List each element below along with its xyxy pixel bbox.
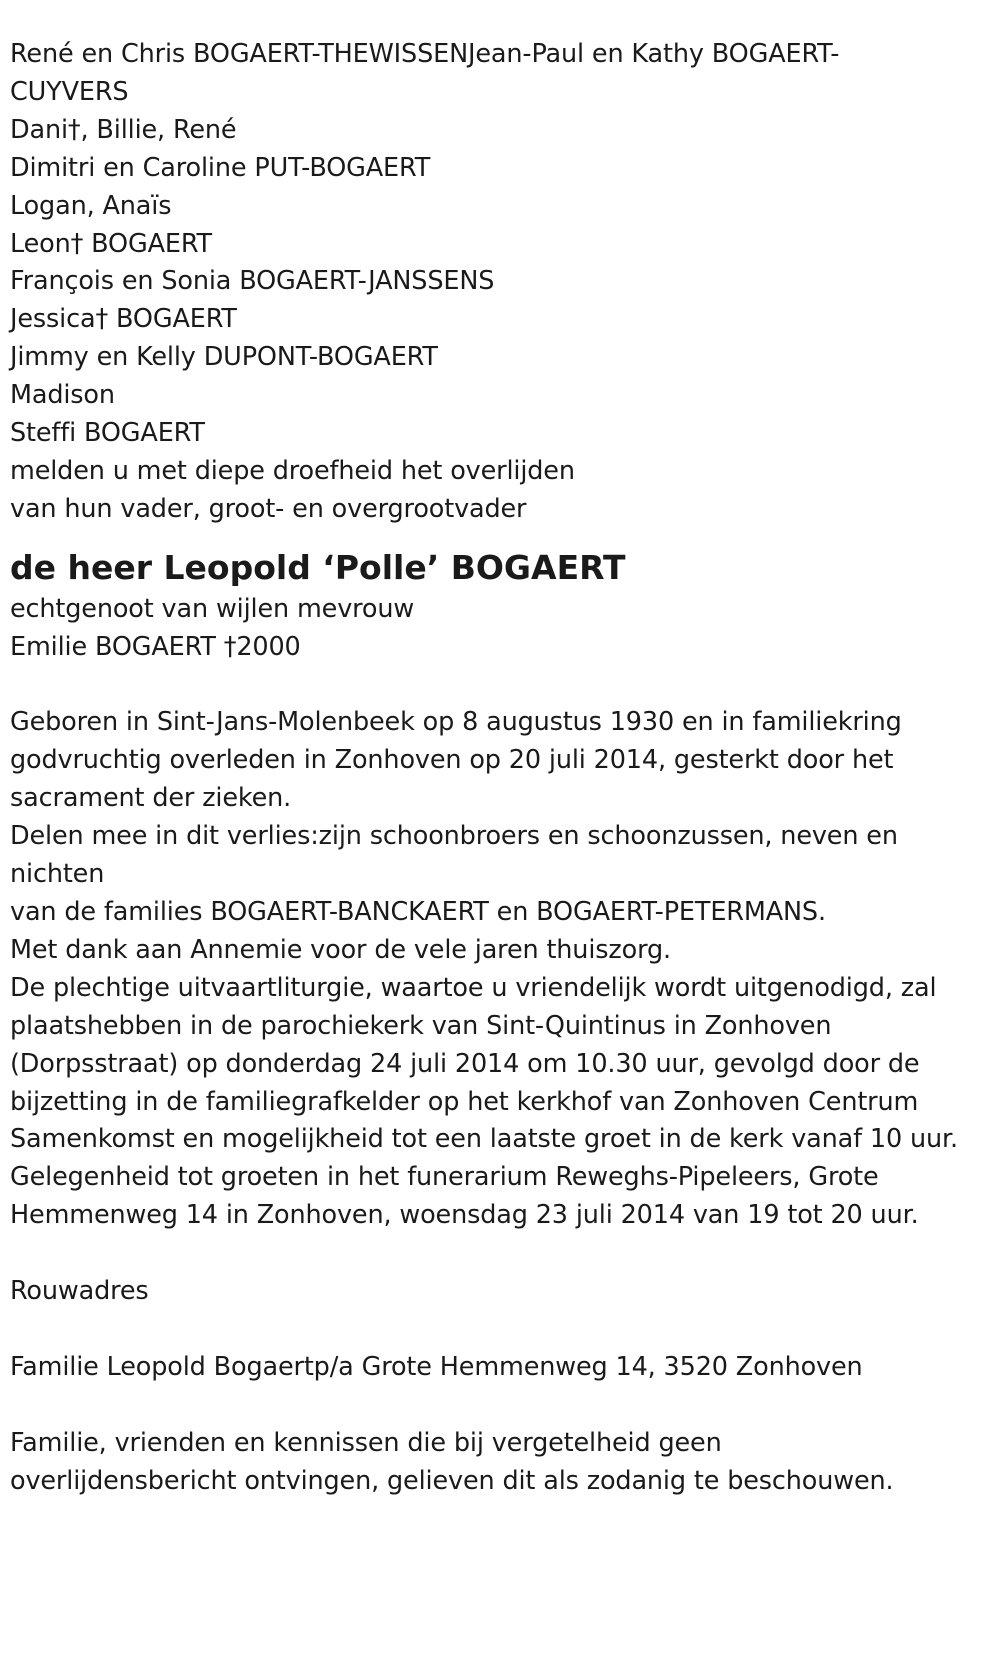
family-line: Logan, Anaïs xyxy=(10,190,172,221)
spacer xyxy=(10,667,995,705)
birth-death-paragraph: Geboren in Sint-Jans-Molenbeek op 8 augustus 1930 en in familiekring godvruchtig overleden in Zonhoven op 20 juli 2014, gesterkt door het sacrament der zieken. xyxy=(10,707,902,814)
family-list xyxy=(10,36,995,453)
family-line: Leon† BOGAERT xyxy=(10,228,212,259)
spacer xyxy=(10,1311,995,1349)
family-line: René en Chris BOGAERT-THEWISSENJean-Paul en Kathy BOGAERT-CUYVERS xyxy=(10,39,840,107)
obituary-document xyxy=(10,36,995,1500)
family-line: Jessica† BOGAERT xyxy=(10,304,237,335)
viewing-paragraph: Gelegenheid tot groeten in het funerarium Reweghs-Pipeleers, Grote Hemmenweg 14 in Zonhoven, woensdag 23 juli 2014 van 19 tot 20 uur. xyxy=(10,1162,919,1231)
spacer xyxy=(10,1387,995,1425)
mourners-families: van de families BOGAERT-BANCKAERT en BOGAERT-PETERMANS. xyxy=(10,897,826,928)
family-line: Dimitri en Caroline PUT-BOGAERT xyxy=(10,152,431,183)
announcement-intro: melden u met diepe droefheid het overlijden xyxy=(10,455,575,486)
address-heading: Rouwadres xyxy=(10,1276,149,1307)
funeral-paragraph: De plechtige uitvaartliturgie, waartoe u vriendelijk wordt uitgenodigd, zal plaatshebben in de parochiekerk van Sint-Quintinus in Zonhoven (Dorpsstraat) op donderdag 24 juli 2014 om 10.30 uur, gevolgd door de bijzetting in de familiegrafkelder op het kerkhof van Zonhoven Centrum xyxy=(10,972,937,1117)
closing-note: Familie, vrienden en kennissen die bij vergetelheid geen overlijdensbericht ontvingen, gelieven dit als zodanig te beschouwen. xyxy=(10,1427,894,1496)
spouse-info: echtgenoot van wijlen mevrouw xyxy=(10,593,415,624)
family-line: Madison xyxy=(10,380,115,411)
family-line: Jimmy en Kelly DUPONT-BOGAERT xyxy=(10,342,438,373)
deceased-name: de heer Leopold ‘Polle’ BOGAERT xyxy=(10,547,626,587)
thanks-paragraph: Met dank aan Annemie voor de vele jaren thuiszorg. xyxy=(10,934,671,965)
family-line: Steffi BOGAERT xyxy=(10,418,205,449)
spouse-info: Emilie BOGAERT †2000 xyxy=(10,631,301,662)
family-line: François en Sonia BOGAERT-JANSSENS xyxy=(10,266,495,297)
address-text: Familie Leopold Bogaertp/a Grote Hemmenweg 14, 3520 Zonhoven xyxy=(10,1351,863,1382)
announcement-intro: van hun vader, groot- en overgrootvader xyxy=(10,493,527,524)
mourners-paragraph: Delen mee in dit verlies:zijn schoonbroers en schoonzussen, neven en nichten xyxy=(10,821,898,890)
spacer xyxy=(10,1235,995,1273)
family-line: Dani†, Billie, René xyxy=(10,114,237,145)
gathering-paragraph: Samenkomst en mogelijkheid tot een laatste groet in de kerk vanaf 10 uur. xyxy=(10,1124,958,1155)
